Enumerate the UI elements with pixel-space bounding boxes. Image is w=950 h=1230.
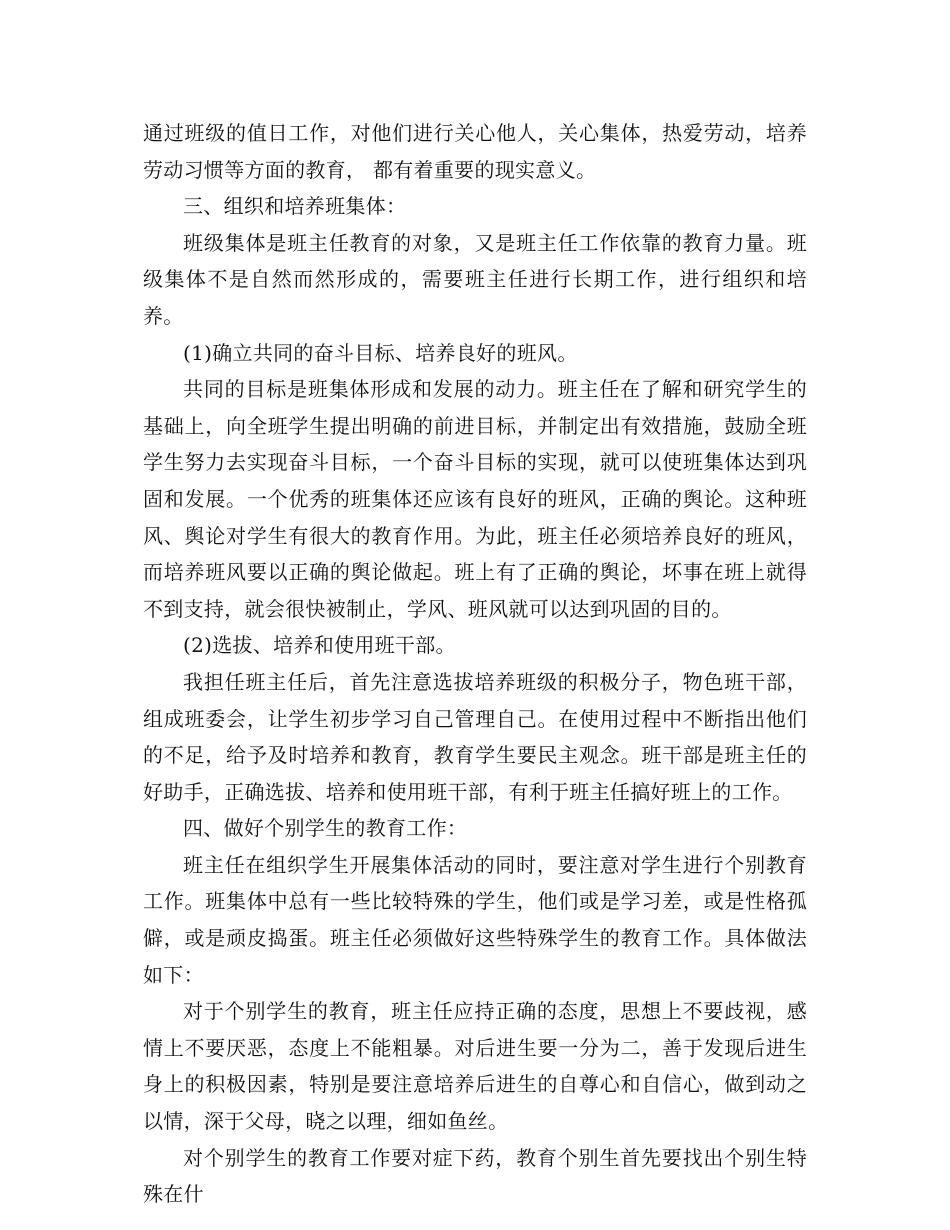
paragraph: 对于个别学生的教育，班主任应持正确的态度，思想上不要歧视，感情上不要厌恶，态度上不能粗暴。对后进生要一分为二，善于发现后进生身上的积极因素，特别是要注意培养后进生的自尊心和自信心，做到动之以情，深于父母，晓之以理，细如鱼丝。: [143, 999, 807, 1134]
paragraph: 通过班级的值日工作，对他们进行关心他人，关心集体，热爱劳动，培养劳动习惯等方面的教育， 都有着重要的现实意义。: [143, 121, 807, 182]
paragraph: 班级集体是班主任教育的对象，又是班主任工作依靠的教育力量。班级集体不是自然而然形成的，需要班主任进行长期工作，进行组织和培养。: [143, 230, 807, 328]
paragraph: 共同的目标是班集体形成和发展的动力。班主任在了解和研究学生的基础上，向全班学生提出明确的前进目标，并制定出有效措施，鼓励全班学生努力去实现奋斗目标，一个奋斗目标的实现，就可以使班集体达到巩固和发展。一个优秀的班集体还应该有良好的班风，正确的舆论。这种班风、舆论对学生有很大的教育作用。为此，班主任必须培养良好的班风，而培养班风要以正确的舆论做起。班上有了正确的舆论，坏事在班上就得不到支持，就会很快被制止，学风、班风就可以达到巩固的目的。: [143, 377, 807, 621]
paragraph: 班主任在组织学生开展集体活动的同时，要注意对学生进行个别教育工作。班集体中总有一些比较特殊的学生，他们或是学习差，或是性格孤僻，或是顽皮捣蛋。班主任必须做好这些特殊学生的教育工作。具体做法如下：: [143, 852, 807, 987]
document-body: [143, 115, 807, 1213]
subheading-common-goal: (1)确立共同的奋斗目标、培养良好的班风。: [183, 340, 578, 365]
section-heading-organize-class: 三、组织和培养班集体：: [183, 194, 407, 219]
paragraph: 对个别学生的教育工作要对症下药，教育个别生首先要找出个别生特殊在什: [143, 1145, 807, 1207]
paragraph: 我担任班主任后，首先注意选拔培养班级的积极分子，物色班干部，组成班委会，让学生初步学习自己管理自己。在使用过程中不断指出他们的不足，给予及时培养和教育，教育学生要民主观念。班干部是班主任的好助手，正确选拔、培养和使用班干部，有利于班主任搞好班上的工作。: [143, 669, 807, 804]
section-heading-individual-education: 四、做好个别学生的教育工作：: [183, 816, 468, 841]
subheading-class-cadres: (2)选拔、培养和使用班干部。: [183, 633, 456, 658]
